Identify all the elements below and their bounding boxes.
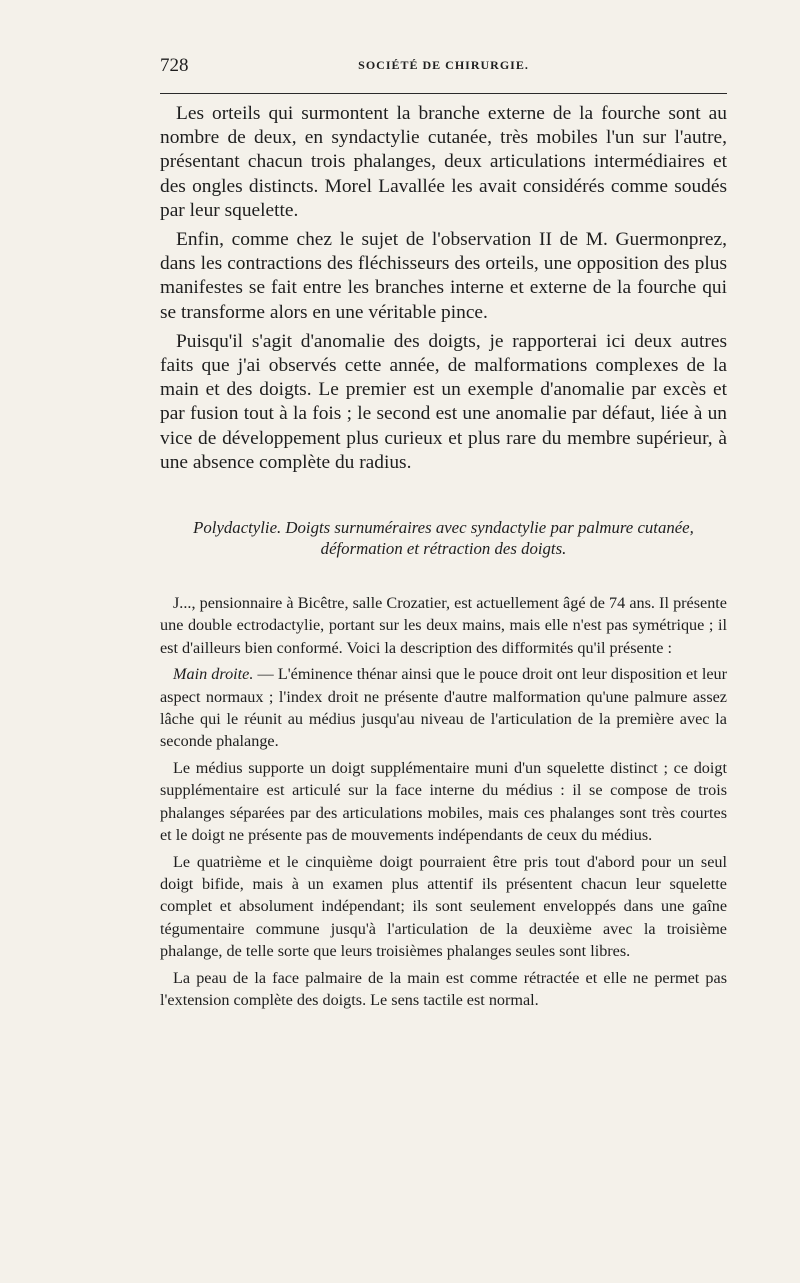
case-paragraph: Le médius supporte un doigt supplémentaire muni d'un squelette distinct ; ce doigt supplémentaire est articulé sur la face interne du médius : il se compose de trois phalanges séparées par des articulations mobiles, mais ces phalanges sont très courtes et le doigt ne présente pas de mouvements indépendants de ceux du médius. xyxy=(160,758,727,845)
paragraph: Les orteils qui surmontent la branche externe de la fourche sont au nombre de deux, en syndactylie cutanée, très mobiles l'un sur l'autre, présentant chacun trois phalanges, deux articulations intermédiaires et des ongles distincts. Morel Lavallée les avait considérés comme soudés par leur squelette. xyxy=(160,103,727,221)
case-paragraph: La peau de la face palmaire de la main est comme rétractée et elle ne permet pas l'extension complète des doigts. Le sens tactile est normal. xyxy=(160,968,727,1009)
header-rule xyxy=(160,93,727,94)
running-title: SOCIÉTÉ DE CHIRURGIE. xyxy=(358,58,529,72)
page-number: 728 xyxy=(160,55,189,76)
subsection-text: — L'éminence thénar ainsi que le pouce droit ont leur disposition et leur aspect normaux ; l'index droit ne présente d'autre malformation qu'une palmure assez lâche qui le réunit au médius jusqu'au niveau de l'articulation de la première avec la seconde phalange. xyxy=(160,665,727,751)
case-paragraph xyxy=(160,663,727,753)
main-text xyxy=(160,102,727,475)
paragraph: Enfin, comme chez le sujet de l'observation II de M. Guermonprez, dans les contractions des fléchisseurs des orteils, une opposition des plus manifestes se fait entre les branches interne et externe de la fourche qui se transforme alors en une véritable pince. xyxy=(160,229,727,323)
subsection-label: Main droite. xyxy=(173,665,254,684)
case-report xyxy=(160,592,727,1011)
case-paragraph: J..., pensionnaire à Bicêtre, salle Crozatier, est actuellement âgé de 74 ans. Il présente une double ectrodactylie, portant sur les deux mains, mais elle n'est pas symétrique ; il est d'ailleurs bien conformé. Voici la description des difformités qu'il présente : xyxy=(160,594,727,657)
book-page xyxy=(160,55,727,1011)
paragraph: Puisqu'il s'agit d'anomalie des doigts, je rapporterai ici deux autres faits que j'ai observés cette année, de malformations complexes de la main et des doigts. Le premier est un exemple d'anomalie par excès et par fusion tout à la fois ; le second est une anomalie par défaut, liée à un vice de développement plus curieux et plus rare du membre supérieur, à une absence complète du radius. xyxy=(160,330,727,473)
page-header xyxy=(160,55,727,79)
section-heading: Polydactylie. Doigts surnuméraires avec syndactylie par palmure cutanée, déformation et rétraction des doigts. xyxy=(193,518,694,559)
case-paragraph: Le quatrième et le cinquième doigt pourraient être pris tout d'abord pour un seul doigt bifide, mais à un examen plus attentif ils présentent chacun leur squelette complet et absolument indépendant; ils sont seulement enveloppés dans une gaîne tégumentaire commune jusqu'à l'articulation de la deuxième avec la troisième phalange, de telle sorte que leurs troisièmes phalanges seules sont libres. xyxy=(160,852,727,961)
